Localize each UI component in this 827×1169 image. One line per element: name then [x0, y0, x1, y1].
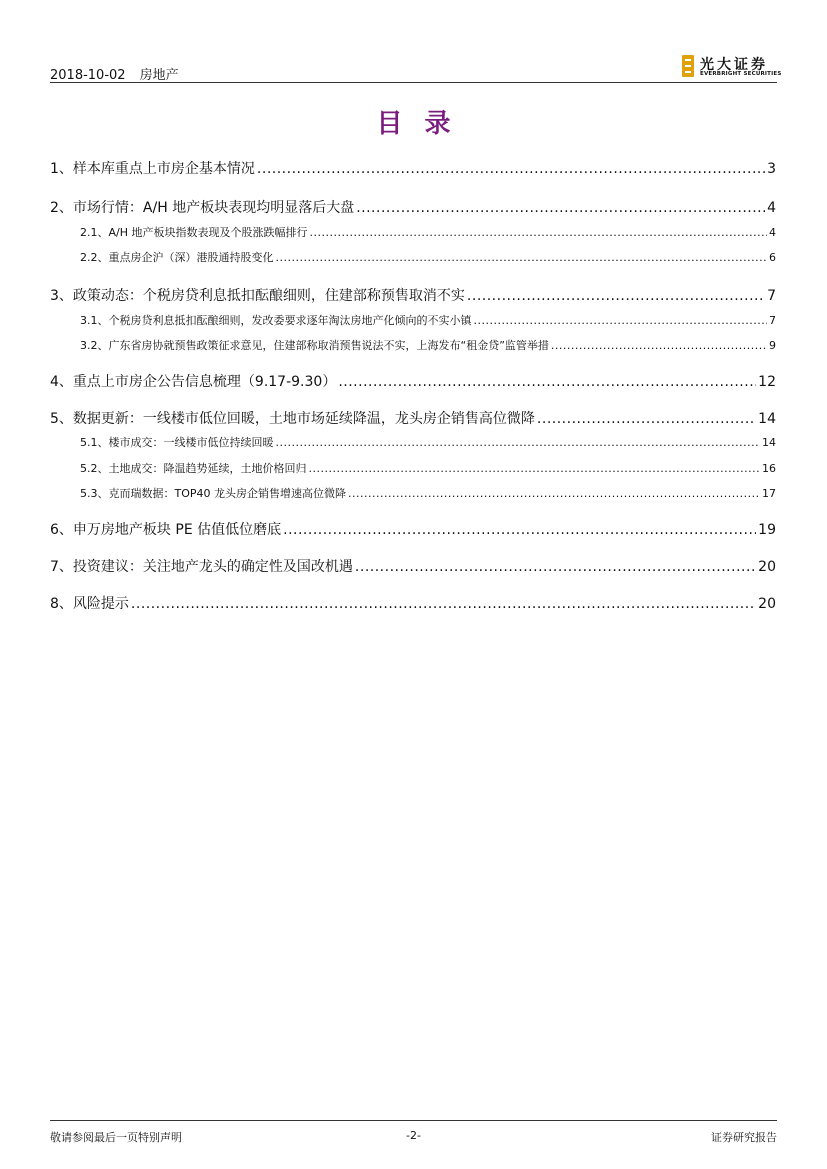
toc-entry-number: 5.1、 — [80, 436, 109, 449]
toc-entry-title: 克而瑞数据：TOP40 龙头房企销售增速高位微降 — [108, 487, 347, 500]
toc-entry-number: 3、 — [50, 288, 73, 304]
toc-entry[interactable] — [50, 285, 776, 305]
toc-entry-title: 重点房企沪（深）港股通持股变化 — [108, 251, 274, 264]
toc-entry-title: 数据更新：一线楼市低位回暖，土地市场延续降温，龙头房企销售高位微降 — [72, 411, 535, 427]
toc-entry-page: 14 — [758, 411, 776, 427]
toc-entry-number: 5.2、 — [80, 462, 109, 475]
toc-entry-title: 土地成交：降温趋势延续，土地价格回归 — [108, 462, 307, 475]
footer-report-type: 证券研究报告 — [711, 1131, 777, 1144]
toc-entry-page: 17 — [762, 487, 776, 500]
toc-leader-dots — [338, 374, 756, 390]
toc-entry[interactable] — [50, 337, 776, 353]
toc-leader-dots — [348, 487, 760, 500]
toc-leader-dots — [551, 339, 767, 352]
toc-entry[interactable] — [50, 408, 776, 428]
toc-title: 目录 — [376, 109, 473, 139]
toc-entry-number: 2.1、 — [80, 226, 109, 239]
toc-leader-dots — [537, 411, 756, 427]
footer-disclaimer: 敬请参阅最后一页特别声明 — [50, 1131, 182, 1144]
toc-entry[interactable] — [50, 519, 776, 539]
page-footer — [50, 1120, 777, 1143]
toc-entry-number: 1、 — [50, 161, 73, 177]
toc-entry-page: 14 — [762, 436, 776, 449]
toc-entry-page: 4 — [767, 200, 776, 216]
toc-entry-page: 6 — [769, 251, 776, 264]
toc-entry-title: 广东省房协就预售政策征求意见，住建部称取消预售说法不实，上海发布“租金贷”监管举措 — [108, 339, 549, 352]
logo-chinese-name: 光大证券 — [700, 57, 768, 73]
toc-entry[interactable] — [50, 249, 776, 265]
toc-entry-number: 2.2、 — [80, 251, 109, 264]
toc-entry[interactable] — [50, 460, 776, 476]
header-date-category — [50, 64, 179, 83]
toc-entry-title: 投资建议：关注地产龙头的确定性及国改机遇 — [72, 559, 353, 575]
toc-entry-title: 市场行情：A/H 地产板块表现均明显落后大盘 — [72, 200, 355, 216]
toc-entry-title: 政策动态：个税房贷利息抵扣酝酿细则，住建部称预售取消不实 — [72, 288, 465, 304]
toc-entry-number: 4、 — [50, 374, 73, 390]
toc-entry-number: 6、 — [50, 522, 73, 538]
toc-entry-title: 申万房地产板块 PE 估值低位磨底 — [72, 522, 282, 538]
header-date: 2018-10-02 — [50, 68, 126, 83]
footer-page-number: -2- — [406, 1129, 421, 1142]
toc-entry[interactable] — [50, 485, 776, 501]
toc-leader-dots — [467, 288, 765, 304]
toc-entry-title: A/H 地产板块指数表现及个股涨跌幅排行 — [108, 226, 308, 239]
toc-entry-page: 4 — [769, 226, 776, 239]
toc-entry[interactable] — [50, 371, 776, 391]
logo-english-name: EVERBRIGHT SECURITIES — [700, 71, 782, 77]
toc-leader-dots — [276, 251, 768, 264]
toc-leader-dots — [355, 559, 756, 575]
toc-entry-page: 20 — [758, 559, 776, 575]
toc-entry-number: 7、 — [50, 559, 73, 575]
logo-mark-icon — [682, 55, 694, 77]
toc-entry-title: 重点上市房企公告信息梳理（9.17-9.30） — [72, 374, 337, 390]
toc-entry-number: 3.2、 — [80, 339, 109, 352]
toc-entry-page: 9 — [769, 339, 776, 352]
toc-entry-page: 3 — [767, 161, 776, 177]
toc-entry-title: 风险提示 — [72, 596, 129, 612]
toc-entry[interactable] — [50, 158, 776, 178]
toc-entry-page: 19 — [758, 522, 776, 538]
toc-entry-page: 16 — [762, 462, 776, 475]
toc-leader-dots — [474, 314, 768, 327]
toc-leader-dots — [309, 462, 761, 475]
toc-leader-dots — [131, 596, 756, 612]
toc-entry-number: 8、 — [50, 596, 73, 612]
toc-entry-number: 3.1、 — [80, 314, 109, 327]
toc-entry-number: 5.3、 — [80, 487, 109, 500]
toc-entry[interactable] — [50, 434, 776, 450]
toc-entry-title: 个税房贷利息抵扣酝酿细则，发改委要求逐年淘汰房地产化倾向的不实小镇 — [108, 314, 472, 327]
toc-leader-dots — [356, 200, 765, 216]
toc-leader-dots — [283, 522, 756, 538]
toc-leader-dots — [276, 436, 761, 449]
toc-entry[interactable] — [50, 556, 776, 576]
everbright-logo — [682, 54, 782, 80]
toc-entry-number: 5、 — [50, 411, 73, 427]
header-category: 房地产 — [139, 68, 179, 83]
toc-entry[interactable] — [50, 593, 776, 613]
toc-entry[interactable] — [50, 197, 776, 217]
toc-entry-page: 20 — [758, 596, 776, 612]
toc-entry[interactable] — [50, 224, 776, 240]
toc-leader-dots — [310, 226, 768, 239]
toc-entry-title: 样本库重点上市房企基本情况 — [72, 161, 255, 177]
toc-entry-page: 7 — [767, 288, 776, 304]
toc-entry-number: 2、 — [50, 200, 73, 216]
toc-entry-page: 7 — [769, 314, 776, 327]
toc-entry-title: 楼市成交：一线楼市低位持续回暖 — [108, 436, 274, 449]
toc-leader-dots — [257, 161, 765, 177]
toc-entry[interactable] — [50, 312, 776, 328]
page-header — [50, 52, 782, 83]
toc-entry-page: 12 — [758, 374, 776, 390]
